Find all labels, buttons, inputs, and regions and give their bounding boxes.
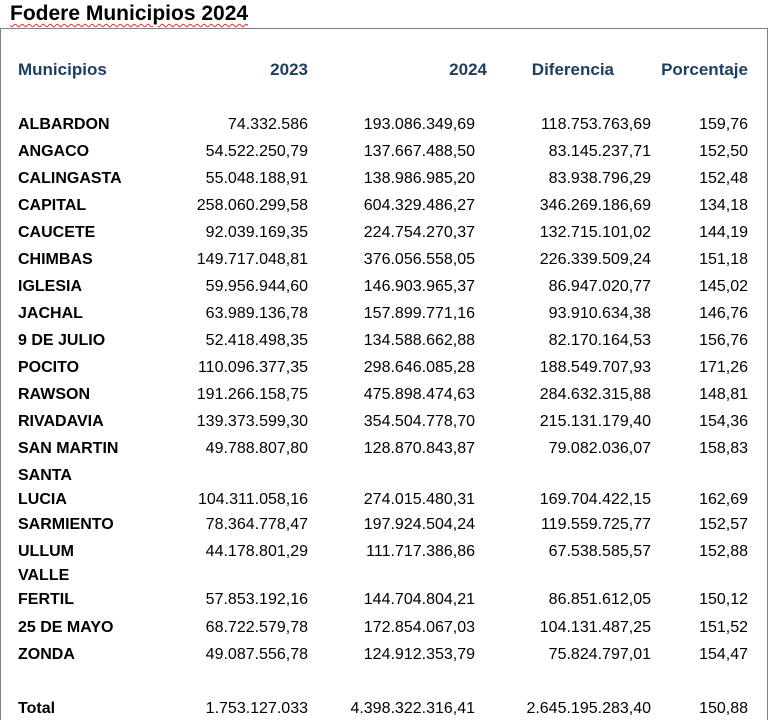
cell-2024: 157.899.771,16: [363, 305, 475, 322]
cell-porcentaje: 151,18: [699, 251, 748, 268]
total-2023: 1.753.127.033: [205, 700, 308, 717]
cell-2024: 134.588.662,88: [363, 332, 475, 349]
total-porcentaje: 150,88: [699, 700, 748, 717]
cell-2023: 104.311.058,16: [197, 491, 308, 508]
municipio-name: FERTIL: [18, 591, 74, 608]
municipio-name: IGLESIA: [18, 278, 83, 295]
municipio-name: ULLUM: [18, 543, 74, 560]
cell-2024: 475.898.474,63: [363, 386, 475, 403]
column-header-2023: 2023: [270, 60, 308, 79]
municipio-name: CALINGASTA: [18, 170, 122, 187]
cell-porcentaje: 152,48: [699, 170, 748, 187]
municipio-name-prefix: VALLE: [18, 567, 70, 584]
cell-diferencia: 119.559.725,77: [540, 516, 651, 533]
column-header-porcentaje: Porcentaje: [661, 60, 748, 79]
cell-2024: 197.924.504,24: [363, 516, 475, 533]
table-row: [0, 616, 768, 643]
cell-diferencia: 346.269.186,69: [539, 197, 651, 214]
cell-diferencia: 79.082.036,07: [548, 440, 651, 457]
municipio-name: RAWSON: [18, 386, 90, 403]
cell-porcentaje: 162,69: [699, 491, 748, 508]
cell-2024: 376.056.558,05: [363, 251, 475, 268]
table-row: [0, 467, 768, 515]
cell-porcentaje: 148,81: [699, 386, 748, 403]
cell-diferencia: 132.715.101,02: [539, 224, 651, 241]
table-row: [0, 329, 768, 356]
table-row: [0, 383, 768, 410]
cell-2023: 63.989.136,78: [205, 305, 308, 322]
cell-diferencia: 67.538.585,57: [548, 543, 651, 560]
cell-2023: 49.788.807,80: [205, 440, 308, 457]
cell-diferencia: 82.170.164,53: [548, 332, 651, 349]
cell-porcentaje: 156,76: [699, 332, 748, 349]
municipio-name: 9 DE JULIO: [18, 332, 106, 349]
cell-2023: 258.060.299,58: [196, 197, 308, 214]
cell-porcentaje: 154,36: [699, 413, 748, 430]
cell-2023: 68.722.579,78: [205, 619, 308, 636]
municipio-name: ANGACO: [18, 143, 90, 160]
cell-diferencia: 86.947.020,77: [548, 278, 651, 295]
cell-2024: 146.903.965,37: [363, 278, 475, 295]
table-row: [0, 410, 768, 437]
municipio-name: ZONDA: [18, 646, 75, 663]
cell-2023: 92.039.169,35: [205, 224, 308, 241]
municipio-name: CAUCETE: [18, 224, 96, 241]
page-title: Fodere Municipios 2024: [10, 2, 249, 25]
cell-porcentaje: 159,76: [699, 116, 748, 133]
cell-diferencia: 118.753.763,69: [540, 116, 651, 133]
municipio-name: ALBARDON: [18, 116, 110, 133]
total-diferencia: 2.645.195.283,40: [526, 700, 651, 717]
cell-2024: 274.015.480,31: [363, 491, 475, 508]
column-header-2024: 2024: [449, 60, 487, 79]
cell-2024: 604.329.486,27: [363, 197, 475, 214]
cell-2023: 49.087.556,78: [205, 646, 308, 663]
cell-2023: 54.522.250,79: [205, 143, 308, 160]
cell-porcentaje: 150,12: [699, 591, 748, 608]
cell-2024: 298.646.085,28: [363, 359, 475, 376]
municipio-name: CHIMBAS: [18, 251, 93, 268]
table-row: [0, 113, 768, 140]
cell-2023: 44.178.801,29: [205, 543, 308, 560]
cell-2023: 52.418.498,35: [205, 332, 308, 349]
table-row: [0, 567, 768, 615]
municipio-name: POCITO: [18, 359, 80, 376]
table-row: [0, 513, 768, 540]
table-row: [0, 248, 768, 275]
cell-2023: 78.364.778,47: [205, 516, 308, 533]
cell-2024: 128.870.843,87: [363, 440, 475, 457]
table-row: [0, 275, 768, 302]
municipio-name: LUCIA: [18, 491, 67, 508]
cell-2023: 74.332.586: [227, 116, 308, 133]
cell-2023: 59.956.944,60: [205, 278, 308, 295]
table-row: [0, 221, 768, 248]
cell-diferencia: 86.851.612,05: [548, 591, 651, 608]
municipio-name: CAPITAL: [18, 197, 87, 214]
cell-2024: 172.854.067,03: [363, 619, 475, 636]
table-row: [0, 167, 768, 194]
cell-diferencia: 188.549.707,93: [539, 359, 651, 376]
cell-2024: 144.704.804,21: [363, 591, 475, 608]
table-row: [0, 540, 768, 567]
municipio-name: SAN MARTIN: [18, 440, 119, 457]
cell-diferencia: 104.131.487,25: [539, 619, 651, 636]
cell-porcentaje: 151,52: [699, 619, 748, 636]
column-header-diferencia: Diferencia: [531, 60, 614, 79]
cell-2023: 57.853.192,16: [205, 591, 308, 608]
cell-2023: 55.048.188,91: [205, 170, 308, 187]
cell-2023: 139.373.599,30: [196, 413, 308, 430]
total-label: Total: [18, 700, 56, 717]
cell-diferencia: 226.339.509,24: [539, 251, 651, 268]
table-row: [0, 356, 768, 383]
cell-porcentaje: 152,57: [699, 516, 748, 533]
cell-diferencia: 215.131.179,40: [539, 413, 651, 430]
municipio-name: SARMIENTO: [18, 516, 114, 533]
title-bar: [0, 0, 768, 29]
cell-porcentaje: 152,88: [699, 543, 748, 560]
cell-diferencia: 75.824.797,01: [548, 646, 651, 663]
cell-2024: 224.754.270,37: [363, 224, 475, 241]
cell-diferencia: 83.938.796,29: [548, 170, 651, 187]
cell-2023: 110.096.377,35: [197, 359, 308, 376]
cell-2023: 149.717.048,81: [196, 251, 308, 268]
cell-diferencia: 83.145.237,71: [548, 143, 651, 160]
cell-porcentaje: 146,76: [699, 305, 748, 322]
cell-2024: 193.086.349,69: [363, 116, 475, 133]
municipio-name: 25 DE MAYO: [18, 619, 114, 636]
cell-porcentaje: 154,47: [699, 646, 748, 663]
cell-2024: 138.986.985,20: [363, 170, 475, 187]
cell-2024: 354.504.778,70: [363, 413, 475, 430]
cell-porcentaje: 171,26: [699, 359, 748, 376]
cell-2024: 124.912.353,79: [363, 646, 475, 663]
cell-diferencia: 93.910.634,38: [548, 305, 651, 322]
cell-2024: 137.667.488,50: [363, 143, 475, 160]
cell-porcentaje: 144,19: [699, 224, 748, 241]
municipio-name-prefix: SANTA: [18, 467, 72, 484]
table-row: [0, 140, 768, 167]
total-2024: 4.398.322.316,41: [350, 700, 475, 717]
cell-porcentaje: 134,18: [699, 197, 748, 214]
cell-2024: 111.717.386,86: [366, 543, 475, 560]
table-row: [0, 437, 768, 464]
cell-2023: 191.266.158,75: [196, 386, 308, 403]
table-row: [0, 302, 768, 329]
municipio-name: RIVADAVIA: [18, 413, 104, 430]
cell-porcentaje: 158,83: [699, 440, 748, 457]
cell-porcentaje: 152,50: [699, 143, 748, 160]
municipio-name: JACHAL: [18, 305, 83, 322]
cell-diferencia: 169.704.422,15: [539, 491, 651, 508]
table-row: [0, 194, 768, 221]
cell-porcentaje: 145,02: [699, 278, 748, 295]
table-row: [0, 643, 768, 670]
column-header-municipios: Municipios: [18, 60, 107, 79]
cell-diferencia: 284.632.315,88: [539, 386, 651, 403]
